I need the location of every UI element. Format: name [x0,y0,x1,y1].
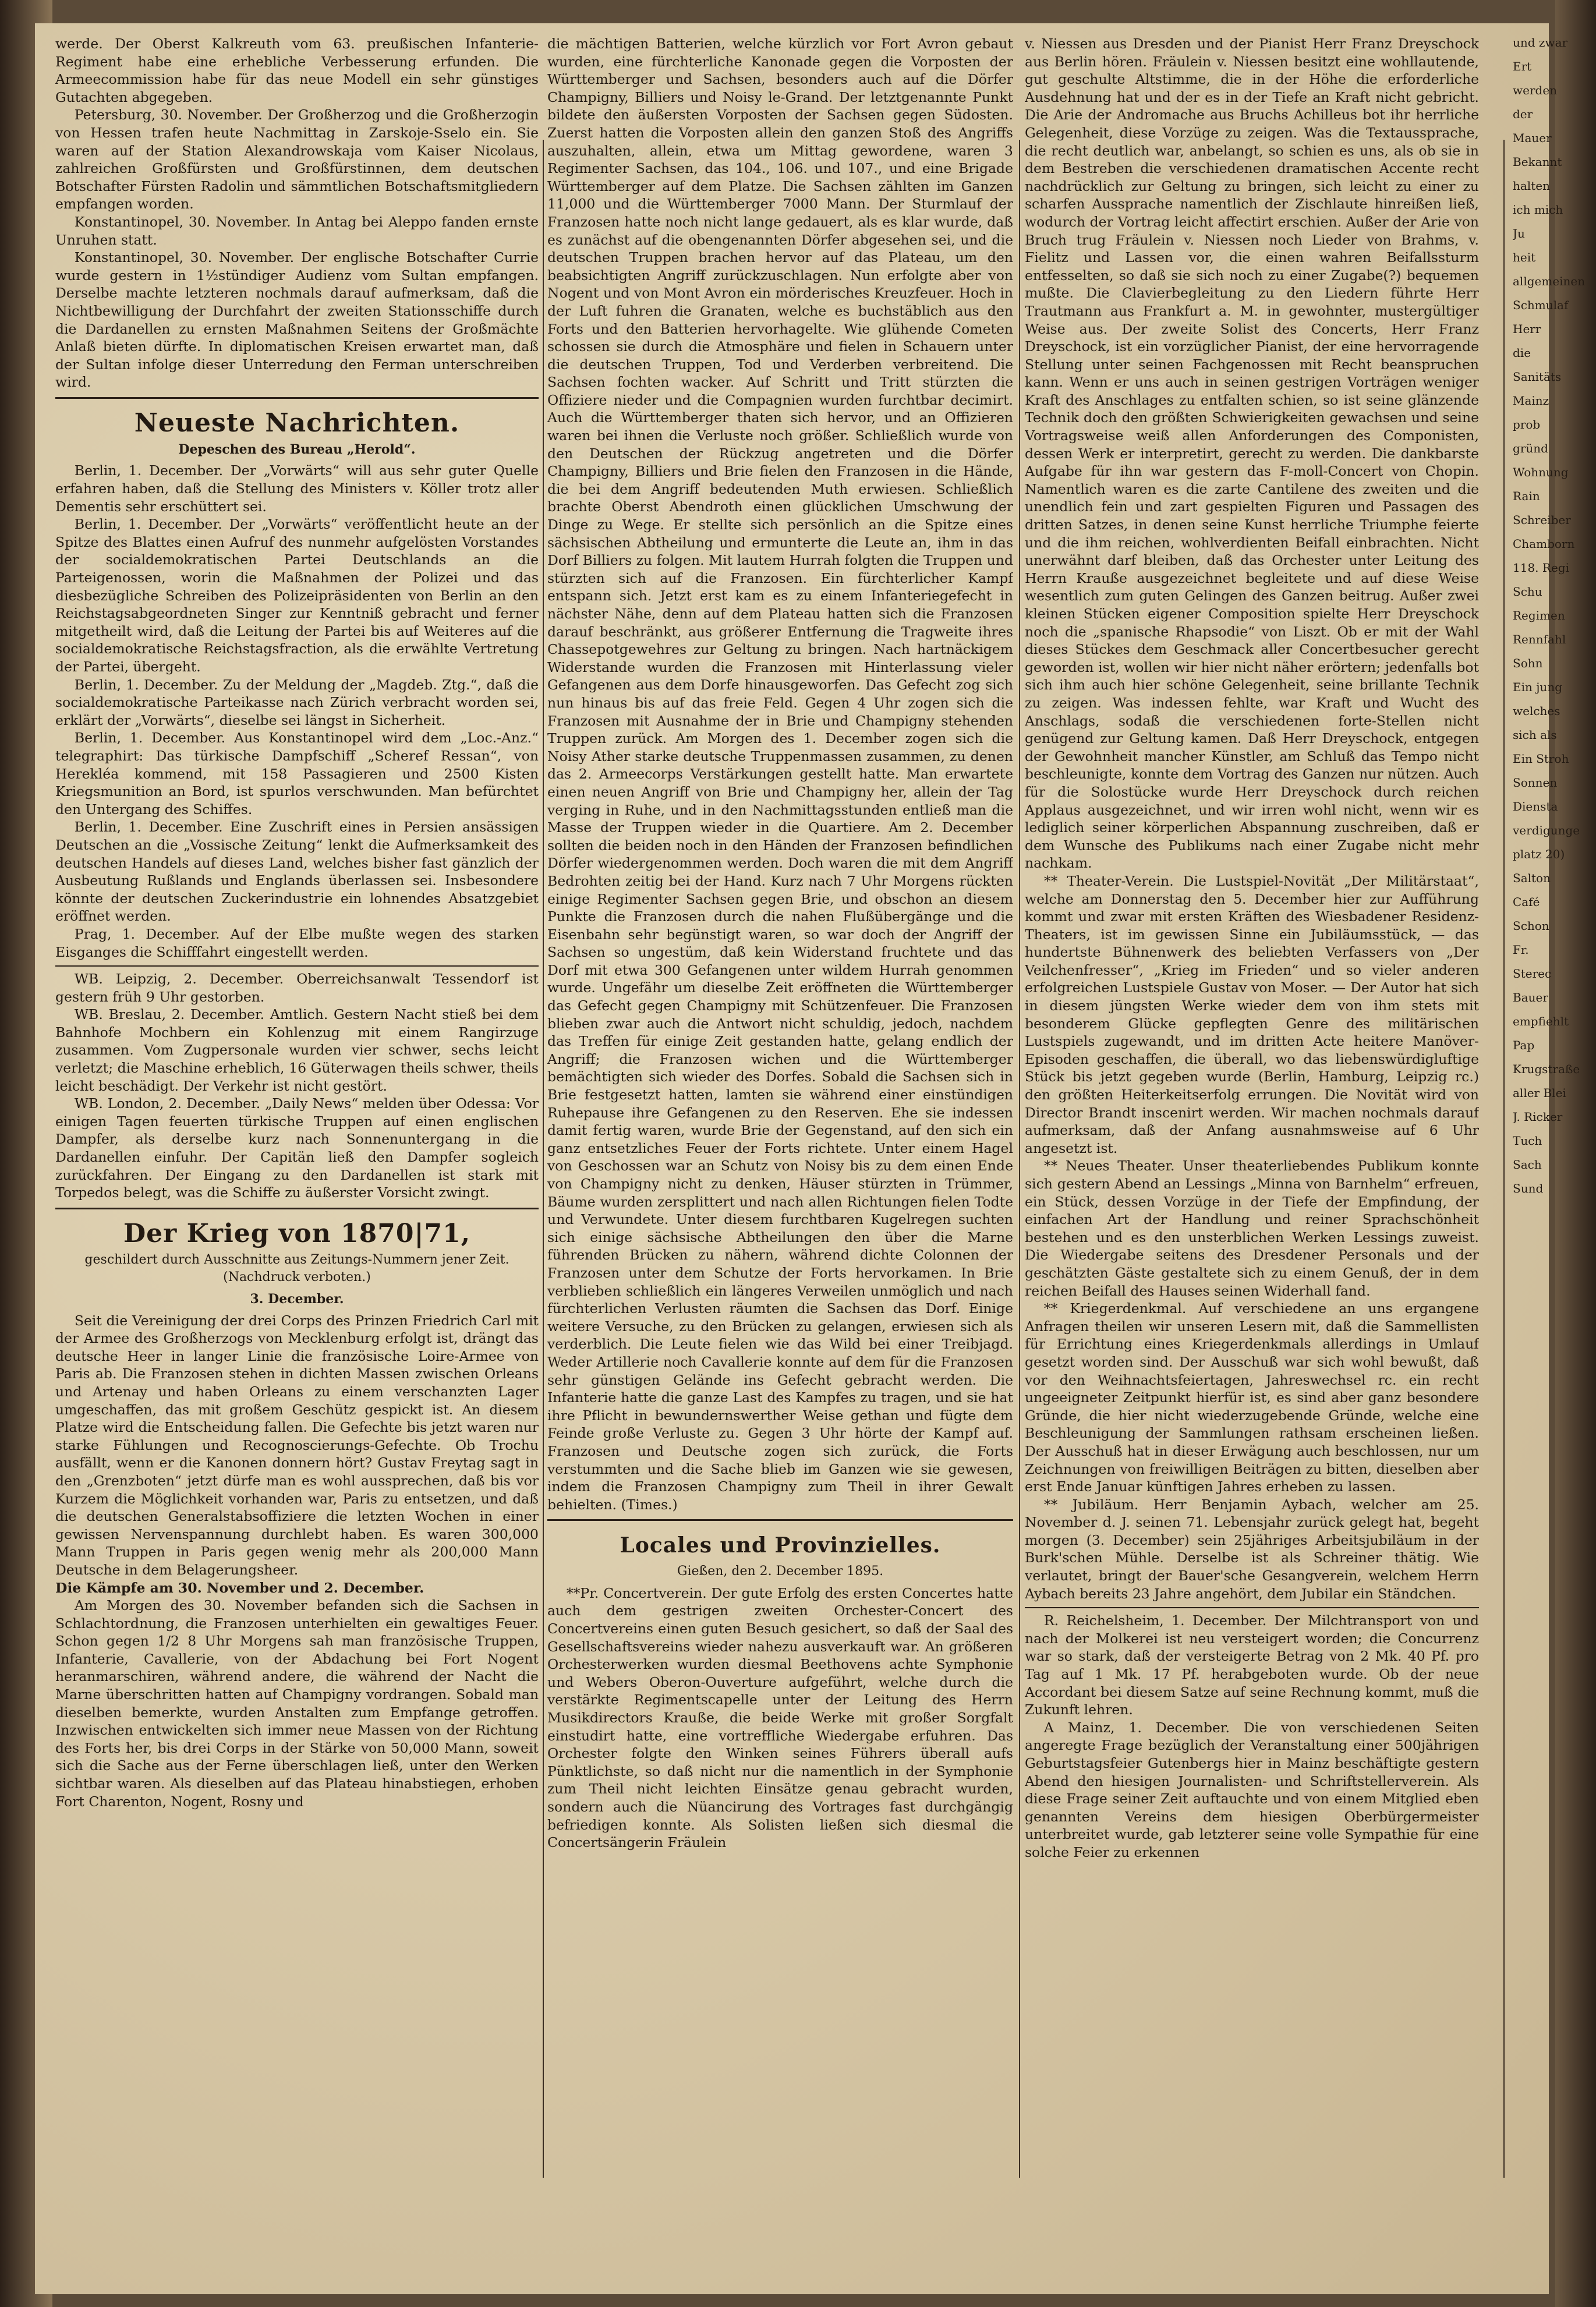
margin-fragment: Sterec [1513,967,1552,981]
margin-fragment: Herr [1513,322,1541,336]
margin-fragment: Regimen [1513,608,1565,622]
margin-fragment: Krugstraße [1513,1062,1580,1076]
margin-fragment: der [1513,107,1533,121]
margin-fragment: werden [1513,83,1558,97]
article-paragraph: v. Niessen aus Dresden und der Pianist Herr Franz Dreyschock aus Berlin hören. Fräulein v. Niessen besitzt eine wohllautende, gut geschulte Altstimme, die in der Höhe die erforderliche Ausdehnung hat und der es in der Tiefe an Kraft nicht gebricht. Die Arie der Andromache aus Bruchs Achilleus bot ihr herrliche Gelegenheit, diese Vorzüge zu zeigen. Was die Textaussprache, die recht deutlich war, anbelangt, so schien es uns, als ob sie in dem Bestreben die verschiedenen dramatischen Accente recht nachdrücklich zur Geltung zu bringen, sich leicht zu einer zu scharfen Aussprache namentlich der Zischlaute hinreißen ließ, wodurch der Vortrag leicht affectirt erschien. Außer der Arie von Bruch trug Fräulein v. Niessen noch Lieder von Brahms, v. Fielitz und Lassen vor, die einen wahren Beifallssturm entfesselten, so daß sie sich noch zu einer Zugabe(?) bequemen mußte. Die Clavierbegleitung zu den Liedern führte Herr Trautmann aus Frankfurt a. M. in gewohnter, mustergültiger Weise aus. Der zweite Solist des Concerts, Herr Franz Dreyschock, ist ein vorzüglicher Pianist, der eine hervorragende Stellung unter seinen Fachgenossen mit Recht beanspruchen kann. Wenn er uns auch in seinen gestrigen Vorträgen weniger Kraft des Anschlages zu entfalten schien, so ist seine glänzende Technik doch den größten Schwierigkeiten gewachsen und seine Vortragsweise weiß allen Anforderungen des Componisten, dessen Werk er interpretirt, gerecht zu werden. Die dankbarste Aufgabe für ihn war gestern das F-moll-Concert von Chopin. Namentlich waren es die zarte Cantilene des zweiten und die unendlich fein und zart gespielten Figuren und Passagen des dritten Satzes, in denen seine Kunst herrliche Triumphe feierte und die ihm reichen, wohlverdienten Beifall einbrachten. Nicht unerwähnt darf bleiben, daß das Orchester unter Leitung des Herrn Krauße ausgezeichnet begleitete und auf diese Weise wesentlich zum guten Gelingen des Ganzen beitrug. Außer zwei kleinen Stücken eigener Composition spielte Herr Dreyschock noch die „spanische Rhapsodie“ von Liszt. Ob er mit der Wahl dieses Stückes dem Geschmack aller Concertbesucher gerecht geworden ist, wollen wir hier nicht näher erörtern; jedenfalls bot sich ihm auch hier schöne Gelegenheit, seine brillante Technik zu zeigen. Was indessen fehlte, war Kraft und Wucht des Anschlags, sodaß die verschiedenen forte-Stellen nicht genügend zur Geltung kamen. Daß Herr Dreyschock, entgegen der Gewohnheit mancher Künstler, am Schluß das Tempo nicht beschleunigte, konnte dem Vortrag des Ganzen nur nützen. Auch für die Solostücke wurde Herr Dreyschock durch reichen Applaus ausgezeichnet, und wir irren wohl nicht, wenn wir es lediglich seiner körperlichen Abspannung zuschreiben, daß er dem Wunsche des Publikums nach einer Zugabe nicht mehr nachkam. [1025,36,1479,872]
news-item: WB. Breslau, 2. December. Amtlich. Gestern Nacht stieß bei dem Bahnhofe Mochbern ein Kohlenzug mit einem Rangirzuge zusammen. Vom Zugpersonale wurden vier schwer, sechs leicht verletzt; die Maschine erheblich, 16 Güterwagen theils schwer, theils leicht beschädigt. Der Verkehr ist nicht gestört. [55,1006,539,1094]
article-paragraph: Konstantinopel, 30. November. Der englische Botschafter Currie wurde gestern in 1½stündiger Audienz vom Sultan empfangen. Derselbe machte letzteren nochmals darauf aufmerksam, daß die Nichtbewilligung der Durchfahrt der zweiten Stationsschiffe durch die Dardanellen zu ernsten Maßnahmen Seitens der Großmächte Anlaß bieten dürfte. In diplomatischen Kreisen erwartet man, daß der Sultan infolge dieser Unterredung den Ferman unterschreiben wird. [55,249,539,391]
section-divider [55,1208,539,1209]
margin-fragment: Ju [1513,227,1525,240]
margin-fragment: sich als [1513,728,1557,742]
margin-fragment: verdigunge [1513,823,1580,837]
margin-fragment: Mainz [1513,394,1549,408]
margin-fragment: prob [1513,417,1541,431]
margin-fragment: Schon [1513,919,1549,933]
article-paragraph: Am Morgen des 30. November befanden sich die Sachsen in Schlachtordnung, die Franzosen unterhielten ein gewaltiges Feuer. Schon gegen 1/2 8 Uhr Morgens sah man französische Truppen, Infanterie, Cavallerie, von der Abdachung bei Fort Nogent heranmarschiren, während andere, die während der Nacht die Marne überschritten hatten auf Champigny vordrangen. Sobald man dieselben bemerkte, wurden Anstalten zum Empfange getroffen. Inzwischen entwickelten sich immer neue Massen von der Richtung des Forts her, bis drei Corps in der Stärke von 50,000 Mann, soweit sich die Sache aus der Ferne überschlagen ließ, unter den Werken sichtbar waren. Als dieselben auf das Plateau hinabstiegen, erhoben Fort Charenton, Nogent, Rosny und [55,1597,539,1810]
margin-fragment: Chamborn [1513,537,1575,551]
margin-fragment: Bekannt [1513,155,1562,169]
article-paragraph: Konstantinopel, 30. November. In Antag bei Aleppo fanden ernste Unruhen statt. [55,213,539,248]
news-item: Berlin, 1. December. Der „Vorwärts“ will aus sehr guter Quelle erfahren haben, daß die Stellung des Ministers v. Köller trotz aller Dementis sehr erschüttert sei. [55,462,539,515]
margin-fragment: Sonnen [1513,776,1558,790]
margin-fragment: Schmulaf [1513,298,1569,312]
margin-fragment: platz 20) [1513,847,1565,861]
margin-fragment: aller Blei [1513,1086,1566,1100]
column-1 [55,35,539,2248]
article-paragraph: Petersburg, 30. November. Der Großherzog und die Großherzogin von Hessen trafen heute Nachmittag in Zarskoje-Sselo ein. Sie waren auf der Station Alexandrowskaja vom Kaiser Nicolaus, zahlreichen Großfürsten und Großfürstinnen, dem deutschen Botschafter Fürsten Radolin und sämmtlichen Botschaftsmitgliedern empfangen worden. [55,107,539,213]
column-3 [1025,35,1479,2248]
column-4-fragments [1513,35,1596,2248]
section-divider [1025,1607,1479,1608]
margin-fragment: 118. Regi [1513,561,1569,575]
margin-fragment: und zwar [1513,36,1568,49]
margin-fragment: Sund [1513,1181,1544,1195]
margin-fragment: Sohn [1513,656,1543,670]
margin-fragment: Rain [1513,489,1540,503]
section-subheading: Depeschen des Bureau „Herold“. [178,441,416,457]
article-paragraph: R. Reichelsheim, 1. December. Der Milchtransport von und nach der Molkerei ist neu versteigert worden; die Concurrenz war so stark, daß der versteigerte Betrag von 2 Mk. 40 Pf. pro Tag auf 1 Mk. 17 Pf. herabgeboten wurde. Ob der neue Accordant bei diesem Satze auf seine Rechnung kommt, muß die Zukunft lehren. [1025,1612,1479,1718]
section-date: 3. December. [250,1292,344,1307]
article-subheading: Die Kämpfe am 30. November und 2. December. [55,1579,424,1596]
margin-fragment: Pap [1513,1038,1535,1052]
margin-fragment: welches [1513,704,1560,718]
news-item: Berlin, 1. December. Eine Zuschrift eines in Persien ansässigen Deutschen an die „Vossische Zeitung“ lenkt die Aufmerksamkeit des deutschen Handels auf dieses Land, welches bisher fast gänzlich der Ausbeutung Rußlands und Englands überlassen sei. Insbesondere könnte der deutschen Zuckerindustrie ein lohnendes Absatzgebiet eröffnet werden. [55,819,539,925]
margin-fragment: Fr. [1513,943,1529,957]
article-paragraph: ** Kriegerdenkmal. Auf verschiedene an uns ergangene Anfragen theilen wir unseren Lesern mit, daß die Sammellisten für Errichtung eines Kriegerdenkmals allerdings in Umlauf gesetzt worden sind. Der Ausschuß war sich wohl bewußt, daß vor den Weihnachtsfeiertagen, Jahreswechsel rc. ein recht ungeeigneter Zeitpunkt hierfür ist, es sind aber ganz besondere Gründe, die hier nicht wiederzugebende Gründe, welche eine Beschleunigung der Sammlungen rathsam erscheinen ließen. Der Ausschuß hat in dieser Erwägung auch beschlossen, nur um Zeichnungen von freiwilligen Beiträgen zu bitten, dieselben aber erst Ende Januar künftigen Jahres erheben zu lassen. [1025,1300,1479,1495]
section-heading: Locales und Provinzielles. [620,1533,941,1558]
section-subheading: geschildert durch Ausschnitte aus Zeitungs-Nummern jener Zeit. (Nachdruck verboten.) [84,1252,509,1285]
margin-fragment: heit [1513,250,1536,264]
margin-fragment: Schu [1513,585,1542,599]
margin-fragment: allgemeinen [1513,274,1586,288]
news-item: WB. London, 2. December. „Daily News“ melden über Odessa: Vor einigen Tagen feuerten türkische Truppen auf einen englischen Dampfer, als derselbe kurz nach Sonnenuntergang in die Dardanellen einfuhr. Der Capitän ließ den Dampfer sogleich zurückfahren. Der Eingang zu den Dardanellen ist stark mit Torpedos belegt, was die Schiffe zu äußerster Vorsicht zwingt. [55,1095,539,1201]
section-heading: Der Krieg von 1870|71, [123,1218,471,1248]
section-divider [55,965,539,967]
margin-fragment: Café [1513,895,1540,909]
margin-fragment: Schreiber [1513,513,1571,527]
article-paragraph: **Pr. Concertverein. Der gute Erfolg des ersten Concertes hatte auch dem gestrigen zweiten Orchester-Concert des Concertvereins einen guten Besuch gesichert, so daß der Saal des Gesellschaftsvereins wieder nahezu ausverkauft war. An größeren Orchesterwerken wurden diesmal Beethovens achte Symphonie und Webers Oberon-Ouverture aufgeführt, welche durch die verstärkte Regimentscapelle unter der Leitung des Herrn Musikdirectors Krauße, die beide Werke mit großer Sorgfalt einstudirt hatte, eine vortreffliche Wiedergabe erfuhren. Das Orchester folgte den Winken seines Führers überall aufs Pünktlichste, so daß nicht nur die namentlich in der Symphonie zum Theil nicht leichten Einsätze genau gebracht wurden, sondern auch die Nüancirung des Vortrages fast durchgängig befriedigen konnte. Als Solisten ließen sich diesmal die Concertsängerin Fräulein [547,1584,1013,1851]
margin-fragment: Mauer [1513,131,1552,145]
margin-fragment: halten [1513,179,1550,193]
news-item: Prag, 1. December. Auf der Elbe mußte wegen des starken Eisganges die Schifffahrt eingestellt werden. [55,925,539,960]
section-dateline: Gießen, den 2. December 1895. [677,1564,884,1579]
column-rule [1503,140,1505,2178]
section-divider [547,1519,1013,1521]
column-2 [547,35,1013,2248]
article-paragraph: werde. Der Oberst Kalkreuth vom 63. preußischen Infanterie-Regiment habe eine erhebliche Verbesserung erfunden. Die Armeecommission habe für das neue Modell ein sehr günstiges Gutachten abgegeben. [55,36,539,105]
article-paragraph: die mächtigen Batterien, welche kürzlich vor Fort Avron gebaut wurden, eine fürchterliche Kanonade gegen die Vorposten der Württemberger und Sachsen, besonders auch auf die Dörfer Champigny, Billiers und Noisy le-Grand. Der letztgenannte Punkt bildete den äußersten Vorposten der Sachsen gegen Südosten. Zuerst hatten die Vorposten allein den ganzen Stoß des Angriffs auszuhalten, allein, etwa um Mittag gewordene, waren 3 Regimenter Sachsen, das 104., 106. und 107., und eine Brigade Württemberger auf dem Platze. Die Sachsen zählten im Ganzen 11,000 und die Württemberger 7000 Mann. Der Sturmlauf der Franzosen hatte noch nicht lange gedauert, als es klar wurde, daß es zunächst auf die obengenannten Dörfer abgesehen sei, und die deutschen Truppen brachen hervor auf das Plateau, um den beabsichtigten Angriff zurückzuschlagen. Nun erfolgte aber von Nogent und von Mont Avron ein mörderisches Kreuzfeuer. Hoch in der Luft fuhren die Granaten, welche es buchstäblich aus den Forts und den Batterien hervorhagelte. Wie glühende Cometen schossen sie durch die Atmosphäre und fielen in Schauern unter die deutschen Truppen, Tod und Verderben verbreitend. Die Sachsen fochten wacker. Auf Schritt und Tritt stürzten die Offiziere nieder und die Compagnien wurden furchtbar decimirt. Auch die Württemberger thaten sich hervor, und an Offizieren waren bei ihnen die Verluste noch größer. Schließlich wurde von den Deutschen der Rückzug angetreten und die Dörfer Champigny, Billiers und Brie fielen den Franzosen in die Hände, die bei dem Angriff bedeutenden Muth erwiesen. Schließlich brachte Oberst Abendroth einen glücklichen Umschwung der Dinge zu Wege. Er stellte sich persönlich an die Spitze eines sächsischen Abtheilung und ermunterte die Leute an, ihm in das Dorf Billiers zu folgen. Mit lautem Hurrah folgten die Truppen und stürzten sich auf die Franzosen. Ein fürchterlicher Kampf entspann sich. Jetzt erst kam es zu einem Infanteriegefecht in nächster Nähe, denn auf dem Plateau hatten sich die Franzosen darauf beschränkt, aus größerer Entfernung die Tragweite ihres Chassepotgewehres zur Geltung zu bringen. Nach hartnäckigem Widerstande wurden die Franzosen mit Hinterlassung vieler Gefangenen aus dem Dorfe hinausgeworfen. Das Gefecht zog sich nun hinaus bis auf das freie Feld. Gegen 4 Uhr zogen sich die Franzosen mit Ausnahme der in Brie und Champigny stehenden Truppen zurück. Am Morgen des 1. December zogen sich die Noisy Ather starke deutsche Truppenmassen zusammen, zu denen das 2. Armeecorps Verstärkungen gestellt hatte. Man erwartete einen neuen Angriff von Brie und Champigny her, allein der Tag verging in Ruhe, und in den Nachmittagsstunden entließ man die Masse der Truppen wieder in die Quartiere. Am 2. December sollten die beiden noch in den Händen der Franzosen befindlichen Dörfer wiedergenommen werden. Doch waren die mit dem Angriff Bedrohten zeitig bei der Hand. Kurz nach 7 Uhr Morgens rückten einige Regimenter Sachsen gegen Brie, und obschon an diesem Punkte die Franzosen durch die nahen Flußübergänge und die Eisenbahn sehr begünstigt waren, so war doch der Angriff der Sachsen so ungestüm, daß kein Widerstand fruchtete und das Dorf mit etwa 300 Gefangenen unter wildem Hurrah genommen wurde. Ungefähr um dieselbe Zeit eröffneten die Württemberger das Gefecht gegen Champigny mit Schützenfeuer. Die Franzosen blieben zwar auch die Antwort nicht schuldig, jedoch, nachdem das Treffen für einige Zeit gestanden hatte, gelang endlich der Angriff; die Franzosen wichen und die Württemberger bemächtigten sich wieder des Dorfes. Sobald die Sachsen sich in Brie festgesetzt hatten, lamten sie während einer einstündigen Ruhepause ihre Gefangenen zu den Reserven. Ehe sie indessen damit fertig waren, wurde Brie der Gegenstand, auf den sich ein ganz entsetzliches Feuer der Forts richtete. Unter einem Hagel von Geschossen war an Schutz von Noisy bis zu dem einen Ende von Champigny nicht zu denken, Häuser stürzten in Trümmer, Bäume wurden zersplittert und nach allen Richtungen fielen Todte und Verwundete. Unter diesem furchtbaren Kugelregen suchten sich einige sächsische Abtheilungen den über die Marne führenden Brücken zu nähern, während dichte Colonnen der Franzosen unter dem Schutze der Forts hervorkamen. In Brie verblieben schließlich ein längeres Verweilen unmöglich und nach fürchterlichen Verlusten räumten die Sachsen das Dorf. Einige weitere Versuche, zu den Brücken zu gelangen, erwiesen sich als verderblich. Die Leute fielen wie das Wild bei einer Treibjagd. Weder Artillerie noch Cavallerie konnte auf dem für die Franzosen sehr günstigen Gelände ins Gefecht gebracht werden. Die Infanterie hatte die ganze Last des Kampfes zu tragen, und sie hat ihre Pflicht in bewundernswerther Weise gethan und fügte dem Feinde große Verluste zu. Gegen 3 Uhr hörte der Kampf auf. Franzosen und Deutsche zogen sich zurück, die Forts verstummten und die Sache blieb im Ganzen wie sie gewesen, indem die Franzosen Champigny zum Theil in ihrer Gewalt behielten. (Times.) [547,36,1013,1513]
margin-fragment: Ert [1513,59,1532,73]
margin-fragment: Sach [1513,1158,1542,1172]
section-heading: Neueste Nachrichten. [134,408,460,438]
margin-fragment: Ein jung [1513,680,1562,694]
news-item: Berlin, 1. December. Zu der Meldung der „Magdeb. Ztg.“, daß die socialdemokratische Parteikasse nach Zürich verbracht worden sei, erklärt der „Vorwärts“, dieselbe sei längst in Sicherheit. [55,676,539,728]
margin-fragment: Wohnung [1513,465,1569,479]
margin-fragment: Diensta [1513,799,1558,813]
margin-fragment: Rennfahl [1513,632,1566,646]
article-paragraph: ** Jubiläum. Herr Benjamin Aybach, welcher am 25. November d. J. seinen 71. Lebensjahr zurück gelegt hat, begeht morgen (3. December) sein 25jähriges Arbeitsjubiläum in der Burk'schen Mühle. Derselbe ist als Schreiner thätig. Wie verlautet, bringt der Bauer'sche Gesangverein, welchem Herrn Aybach bereits 23 Jahre angehört, dem Jubilar ein Ständchen. [1025,1496,1479,1602]
margin-fragment: ich mich [1513,203,1563,217]
news-item: Berlin, 1. December. Aus Konstantinopel wird dem „Loc.-Anz.“ telegraphirt: Das türkische Dampfschiff „Scheref Ressan“, von Herekléa kommend, mit 158 Passagieren und 2500 Kisten Kriegsmunition an Bord, ist spurlos verschwunden. Man befürchtet den Untergang des Schiffes. [55,730,539,818]
margin-fragment: Bauer [1513,990,1548,1004]
margin-fragment: Sanitäts [1513,370,1562,384]
margin-fragment: gründ [1513,441,1548,455]
news-item: Berlin, 1. December. Der „Vorwärts“ veröffentlicht heute an der Spitze des Blattes einen Aufruf des nunmehr aufgelösten Vorstandes der socialdemokratischen Partei Deutschlands an die Parteigenossen, worin die Maßnahmen der Polizei und das diesbezügliche Schreiben des Polizeipräsidenten von Berlin an den Reichstagsabgeordneten Singer zur Kenntniß gebracht und ferner mitgetheilt wird, daß die Leitung der Partei bis auf Weiteres auf die socialdemokratische Reichstagsfraction, als die erwählte Vertretung der Partei, übergeht. [55,516,539,675]
margin-fragment: empfiehlt [1513,1014,1569,1028]
margin-fragment: die [1513,346,1531,360]
column-rule [1019,140,1020,2178]
margin-fragment: Ein Stroh [1513,752,1569,766]
article-paragraph: A Mainz, 1. December. Die von verschiedenen Seiten angeregte Frage bezüglich der Veranstaltung einer 500jährigen Geburtstagsfeier Gutenbergs hier in Mainz beschäftigte gestern Abend den hiesigen Journalisten- und Schriftstellerverein. Als diese Frage seiner Zeit auftauchte und von einem Mitglied eben genannten Vereins dem hiesigen Oberbürgermeister unterbreitet wurde, gab letzterer seine volle Sympathie für eine solche Feier zu erkennen [1025,1719,1479,1860]
article-paragraph: Seit die Vereinigung der drei Corps des Prinzen Friedrich Carl mit der Armee des Großherzogs von Mecklenburg erfolgt ist, drängt das deutsche Heer in langer Linie die französische Loire-Armee von Paris ab. Die Franzosen stehen in dichten Massen zwischen Orleans und Artenay und haben Orleans zu einem verschanzten Lager umgeschaffen, das mit großem Geschütz gespickt ist. An diesem Platze wird die Entscheidung fallen. Die Gefechte bis jetzt waren nur starke Fühlungen und Recognoscierungs-Gefechte. Ob Trochu ausfällt, wenn er die Kanonen donnern hört? Gustav Freytag sagt in den „Grenzboten“ jetzt dürfe man es wohl aussprechen, daß bis vor Kurzem die Möglichkeit vorhanden war, Paris zu entsetzen, und daß die deutschen Generalstabsoffiziere die letzten Wochen in einer gewissen Nervenspannung durchlebt haben. Es waren 300,000 Mann Truppen in Paris gegen wenig mehr als 200,000 Mann Deutsche in dem Belagerungsheer. [55,1312,539,1578]
margin-fragment: Tuch [1513,1134,1542,1148]
article-paragraph: ** Theater-Verein. Die Lustspiel-Novität „Der Militärstaat“, welche am Donnerstag den 5. December hier zur Aufführung kommt und zwar mit ersten Kräften des Wiesbadener Residenz-Theaters, ist im gewissen Sinne ein Jubiläumsstück, — das hundertste Bühnenwerk des beliebten Verfassers von „Der Veilchenfresser“, „Krieg im Frieden“ und so vieler anderen erfolgreichen Lustspiele Gustav von Moser. — Der Autor hat sich in diesem jüngsten Werke wieder dem von ihm stets mit besonderem Glücke gepflegten Genre des militärischen Lustspiels zugewandt, und im dritten Acte heitere Manöver-Episoden geschaffen, die überall, wo das liebenswürdigluftige Stück bis jetzt gegeben wurde (Berlin, Hamburg, Leipzig rc.) den größten Heiterkeitserfolg errungen. Die Novität wird von Director Brandt inscenirt werden. Wir machen nochmals darauf aufmerksam, daß der Anfang ausnahmsweise auf 6 Uhr angesetzt ist. [1025,872,1479,1156]
article-paragraph: ** Neues Theater. Unser theaterliebendes Publikum konnte sich gestern Abend an Lessings „Minna von Barnhelm“ erfreuen, ein Stück, dessen Vorzüge in der Tiefe der Empfindung, der einfachen Art der Handlung und reiner Sprachschönheit bestehen und es den unsterblichen Werken Lessings zuweist. Die Wiedergabe seitens des Dresdener Personals und der geschätzten Gäste gestaltete sich zu einem Genuß, der in dem reichen Beifall des Hauses seinen Widerhall fand. [1025,1158,1479,1299]
margin-fragment: Salton [1513,871,1551,885]
margin-fragment: J. Ricker [1513,1110,1563,1124]
news-item: WB. Leipzig, 2. December. Oberreichsanwalt Tessendorf ist gestern früh 9 Uhr gestorben. [55,971,539,1005]
section-divider [55,397,539,399]
column-rule [543,140,544,2178]
